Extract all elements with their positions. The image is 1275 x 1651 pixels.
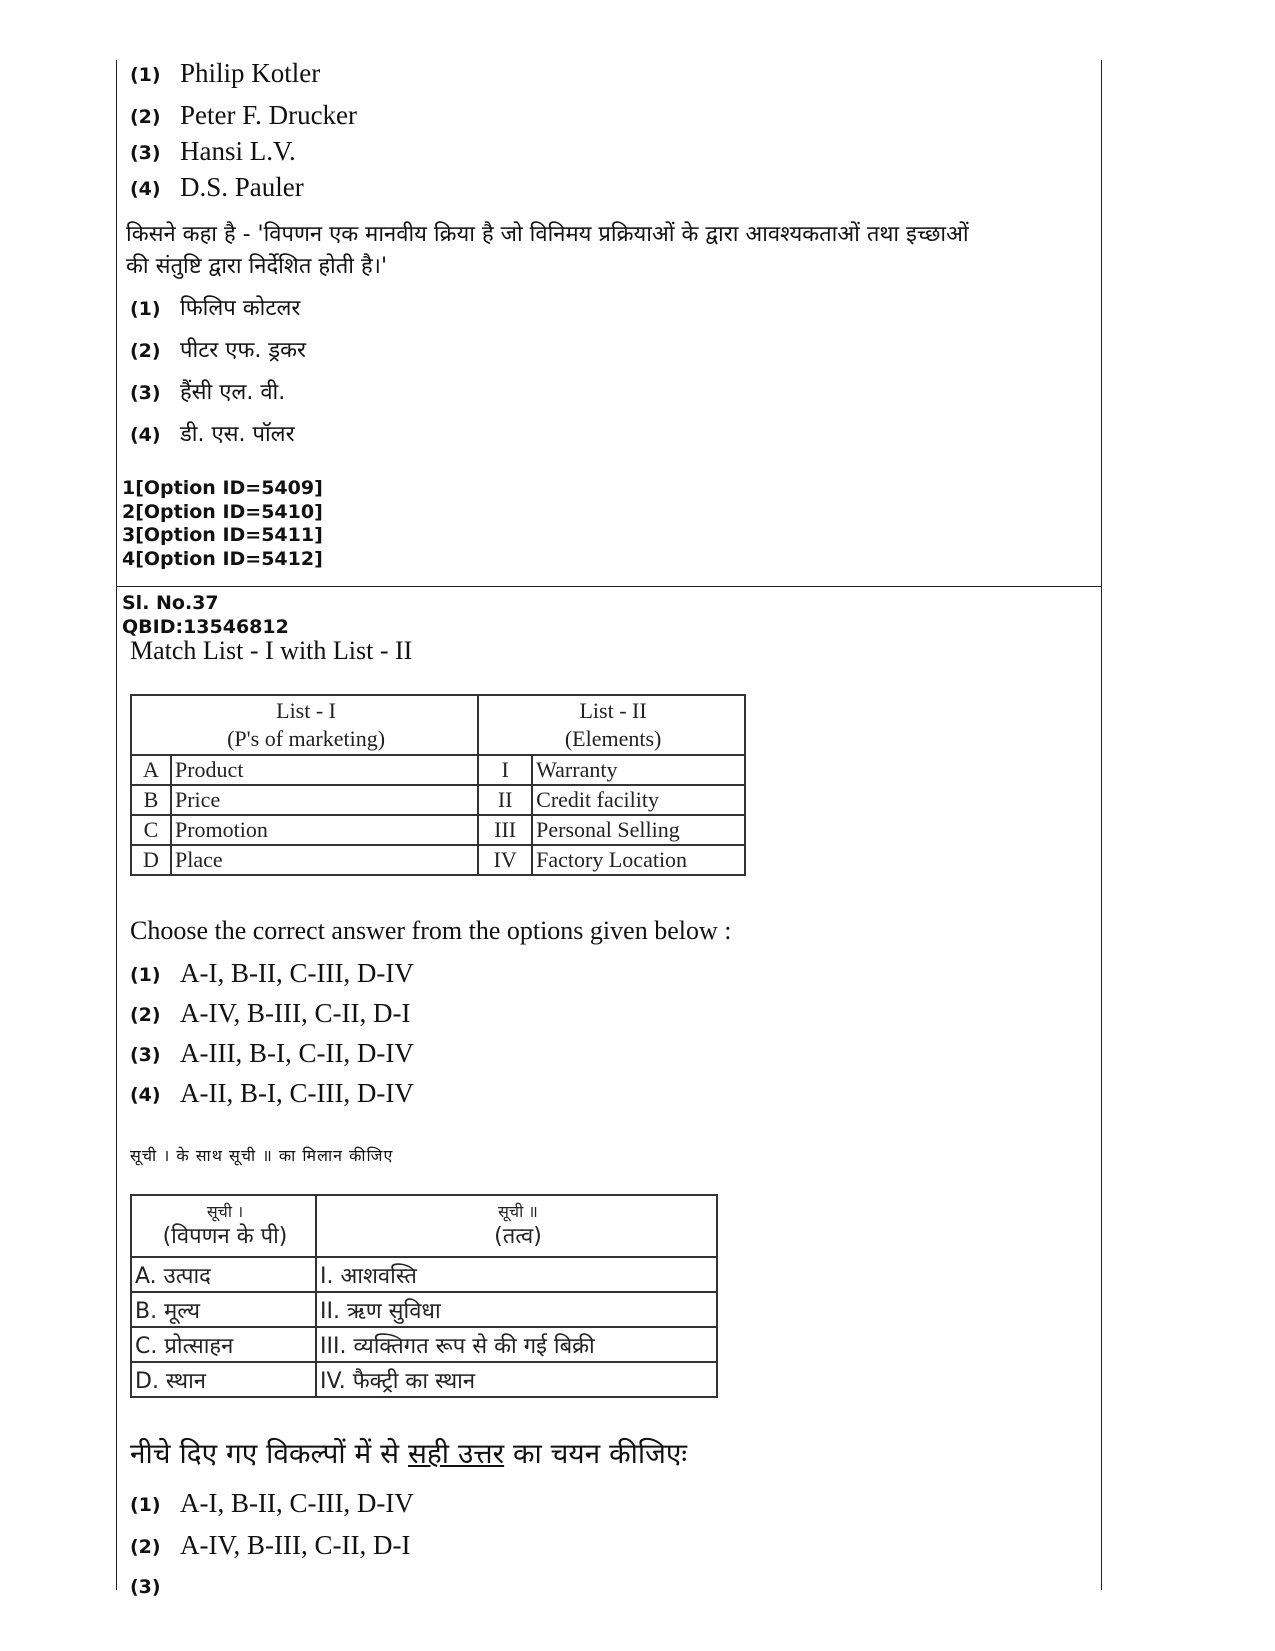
choose-instruction-hindi (130, 1434, 687, 1472)
row-roman: III (478, 815, 532, 845)
row-element: III. व्यक्तिगत रूप से की गई बिक्री (316, 1327, 717, 1362)
serial-number: Sl. No.37 (122, 592, 219, 614)
row-element: I. आशवस्ति (316, 1257, 717, 1292)
table-row (131, 1362, 717, 1397)
option-text: डी. एस. पॉलर (180, 422, 295, 447)
list-1-header (131, 695, 478, 755)
option-text: D.S. Pauler (180, 172, 304, 202)
qbid: QBID:13546812 (122, 615, 289, 638)
table-row (131, 755, 745, 785)
option-number: (2) (130, 1004, 161, 1026)
row-roman: IV (478, 845, 532, 875)
option-text: A-III, B-I, C-II, D-IV (180, 1038, 414, 1068)
list-2-header (316, 1195, 717, 1257)
option-text: A-I, B-II, C-III, D-IV (180, 1488, 414, 1518)
question-title: Match List - I with List - II (130, 636, 413, 665)
row-item: Price (171, 785, 478, 815)
row-item: D. स्थान (131, 1362, 316, 1397)
option-number: (4) (130, 1084, 161, 1106)
option-number: (1) (130, 298, 161, 320)
header-line: सूची ॥ (498, 1202, 538, 1221)
question-header (122, 592, 289, 639)
option-number: (3) (130, 1576, 161, 1598)
option-text: हैंसी एल. वी. (180, 380, 286, 405)
row-roman: I (478, 755, 532, 785)
option-number: (1) (130, 64, 161, 86)
question-divider (116, 586, 1102, 587)
option-number: (1) (130, 1494, 161, 1516)
table-row (131, 815, 745, 845)
choose-instruction: Choose the correct answer from the options given below : (130, 916, 732, 945)
option-id: 1[Option ID=5409] (122, 477, 323, 499)
table-row (131, 1327, 717, 1362)
row-item: A. उत्पाद (131, 1257, 316, 1292)
match-table-hindi (130, 1194, 718, 1398)
table-row (131, 1257, 717, 1292)
option-number: (1) (130, 964, 161, 986)
row-item: Product (171, 755, 478, 785)
header-line: (विपणन के पी) (162, 1224, 288, 1249)
question-title-hindi: सूची । के साथ सूची ॥ का मिलान कीजिए (130, 1146, 394, 1165)
option-number: (2) (130, 340, 161, 362)
row-key: A (131, 755, 171, 785)
option-text: A-I, B-II, C-III, D-IV (180, 958, 414, 988)
option-text: Philip Kotler (180, 58, 321, 88)
instruction-text: नीचे दिए गए विकल्पों में से (130, 1437, 408, 1470)
hindi-question-line: किसने कहा है - 'विपणन एक मानवीय क्रिया है जो विनिमय प्रक्रियाओं के द्वारा आवश्यकताओं तथा इच्छाओं (126, 222, 969, 247)
option-text: A-II, B-I, C-III, D-IV (180, 1078, 414, 1108)
header-line: (Elements) (564, 726, 662, 751)
list-2-header (478, 695, 745, 755)
row-key: C (131, 815, 171, 845)
row-key: B (131, 785, 171, 815)
row-item: B. मूल्य (131, 1292, 316, 1327)
row-element: Credit facility (532, 785, 745, 815)
option-number: (2) (130, 106, 161, 128)
row-item: C. प्रोत्साहन (131, 1327, 316, 1362)
option-ids (122, 477, 323, 571)
row-element: Warranty (532, 755, 745, 785)
table-row (131, 785, 745, 815)
instruction-text: का चयन कीजिएः (504, 1437, 688, 1470)
header-line: List - I (276, 698, 337, 723)
row-element: Factory Location (532, 845, 745, 875)
option-number: (3) (130, 142, 161, 164)
header-line: सूची । (206, 1202, 244, 1221)
instruction-underlined: सही उत्तर (408, 1437, 505, 1470)
row-element: IV. फैक्ट्री का स्थान (316, 1362, 717, 1397)
row-element: Personal Selling (532, 815, 745, 845)
row-key: D (131, 845, 171, 875)
hindi-question-line: की संतुष्टि द्वारा निर्देशित होती है।' (126, 254, 388, 279)
option-text: Hansi L.V. (180, 136, 296, 166)
option-number: (2) (130, 1536, 161, 1558)
match-table-english (130, 694, 746, 876)
option-text: A-IV, B-III, C-II, D-I (180, 998, 411, 1028)
option-number: (4) (130, 424, 161, 446)
option-text: पीटर एफ. ड्रकर (180, 338, 307, 363)
option-text: फिलिप कोटलर (180, 296, 301, 321)
row-item: Place (171, 845, 478, 875)
header-line: (तत्व) (494, 1224, 542, 1249)
header-line: (P's of marketing) (227, 726, 386, 751)
option-number: (3) (130, 382, 161, 404)
option-text: A-IV, B-III, C-II, D-I (180, 1530, 411, 1560)
option-number: (3) (130, 1044, 161, 1066)
row-roman: II (478, 785, 532, 815)
table-row (131, 1292, 717, 1327)
table-row (131, 845, 745, 875)
row-item: Promotion (171, 815, 478, 845)
option-id: 2[Option ID=5410] (122, 500, 323, 523)
option-text: Peter F. Drucker (180, 100, 358, 130)
option-id: 4[Option ID=5412] (122, 547, 323, 570)
header-line: List - II (579, 698, 647, 723)
list-1-header (131, 1195, 316, 1257)
option-number: (4) (130, 178, 161, 200)
option-id: 3[Option ID=5411] (122, 524, 323, 546)
row-element: II. ऋण सुविधा (316, 1292, 717, 1327)
